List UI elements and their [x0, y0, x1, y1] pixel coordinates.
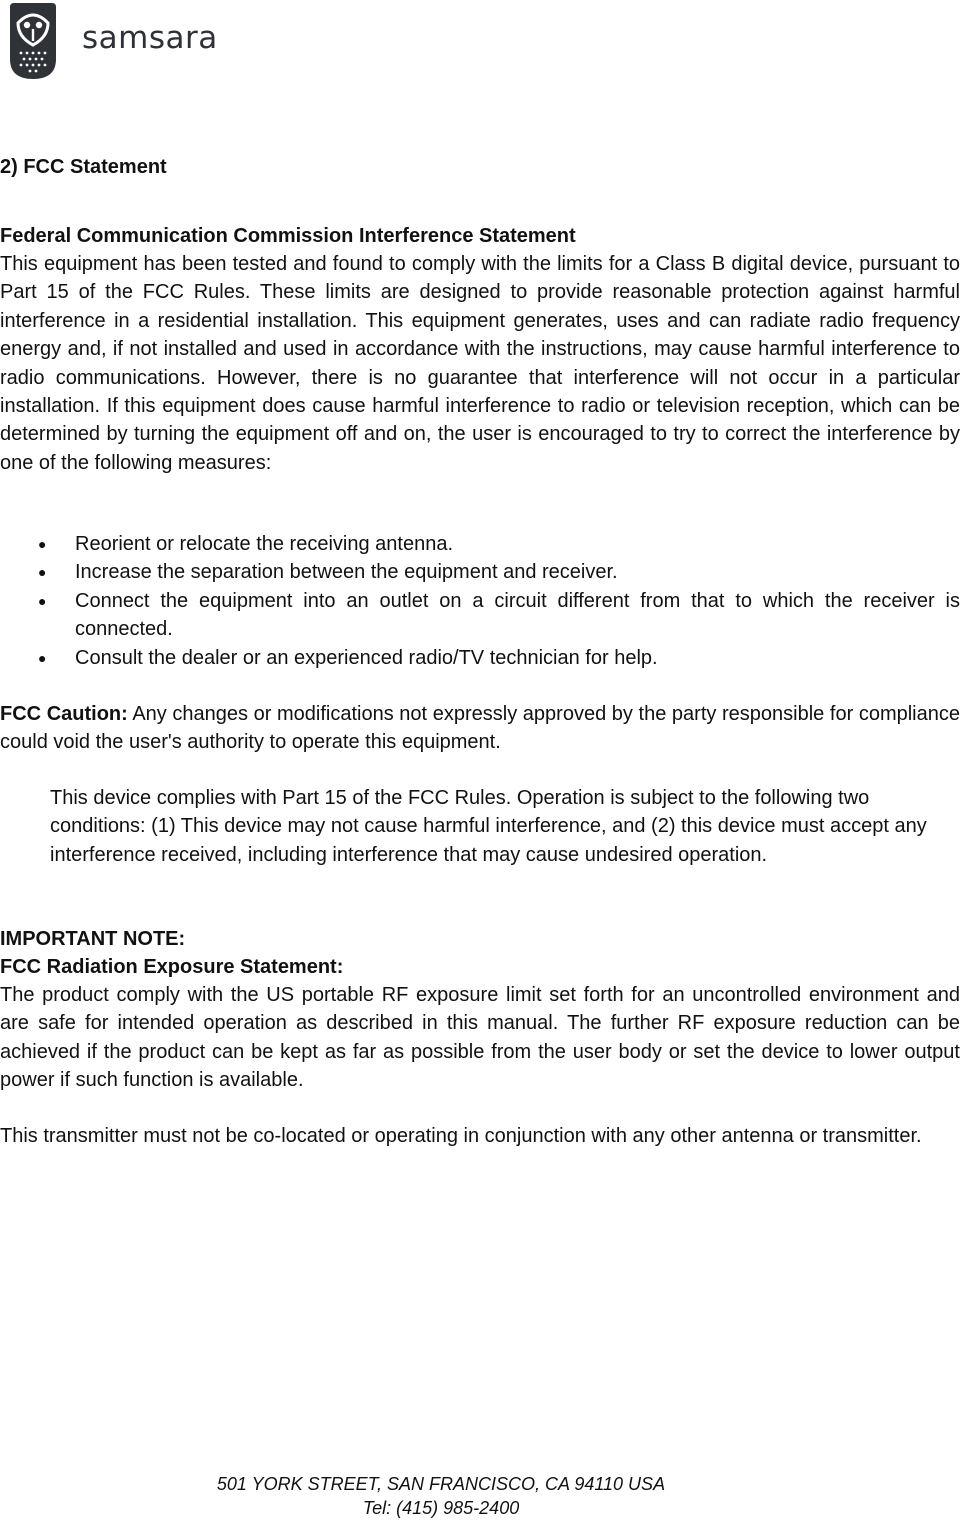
interference-heading: Federal Communication Commission Interference Statement: [0, 225, 576, 247]
bullet-icon: ●: [38, 649, 47, 666]
important-note-label: IMPORTANT NOTE:: [0, 928, 186, 950]
measures-list: [0, 530, 960, 672]
measure-text: Reorient or relocate the receiving antenna.: [75, 533, 454, 555]
list-item: [0, 530, 960, 558]
bullet-icon: ●: [38, 592, 47, 609]
radiation-exposure-heading: FCC Radiation Exposure Statement:: [0, 956, 344, 978]
measure-text: Consult the dealer or an experienced radio/TV technician for help.: [75, 646, 658, 669]
footer-address: 501 YORK STREET, SAN FRANCISCO, CA 94110 USA: [216, 1474, 666, 1494]
transmitter-paragraph: This transmitter must not be co-located or operating in conjunction with any other antenna or transmitter.: [0, 1125, 922, 1147]
section-title: 2) FCC Statement: [0, 156, 167, 178]
measure-text: Connect the equipment into an outlet on a circuit different from that to which the receiver is connected.: [75, 589, 960, 641]
bullet-icon: ●: [38, 536, 47, 552]
list-item: [0, 587, 960, 644]
bullet-icon: ●: [38, 564, 47, 581]
fcc-caution-text: Any changes or modifications not expressly approved by the party responsible for compliance could void the user's authority to operate this equipment.: [0, 703, 960, 754]
measure-text: Increase the separation between the equipment and receiver.: [75, 561, 618, 584]
logo-wordmark: samsara: [82, 20, 218, 56]
fcc-caution-paragraph: [0, 700, 960, 757]
footer-phone: Tel: (415) 985-2400: [362, 1498, 520, 1518]
interference-paragraph: This equipment has been tested and found to comply with the limits for a Class B digital device, pursuant to Part 15 of the FCC Rules. These limits are designed to provide reasonable protection against harmful interference in a residential installation. This equipment generates, uses and can radiate radio frequency energy and, if not installed and used in accordance with the instructions, may cause harmful interference to radio communications. However, there is no guarantee that interference will not occur in a particular installation. If this equipment does cause harmful interference to radio or television reception, which can be determined by turning the equipment off and on, the user is encouraged to try to correct the interference by one of the following measures:: [0, 253, 960, 474]
fcc-caution-label: FCC Caution:: [0, 703, 128, 725]
list-item: [0, 558, 960, 586]
samsara-owl-logo-icon: [4, 1, 62, 81]
list-item: [0, 644, 960, 672]
compliance-paragraph: This device complies with Part 15 of the FCC Rules. Operation is subject to the following two conditions: (1) This device may not cause harmful interference, and (2) this device must accept any interference received, including interference that may cause undesired operation.: [50, 787, 927, 866]
radiation-exposure-paragraph: The product comply with the US portable RF exposure limit set forth for an uncontrolled environment and are safe for intended operation as described in this manual. The further RF exposure reduction can be achieved if the product can be kept as far as possible from the user body or set the device to lower output power if such function is available.: [0, 984, 960, 1092]
